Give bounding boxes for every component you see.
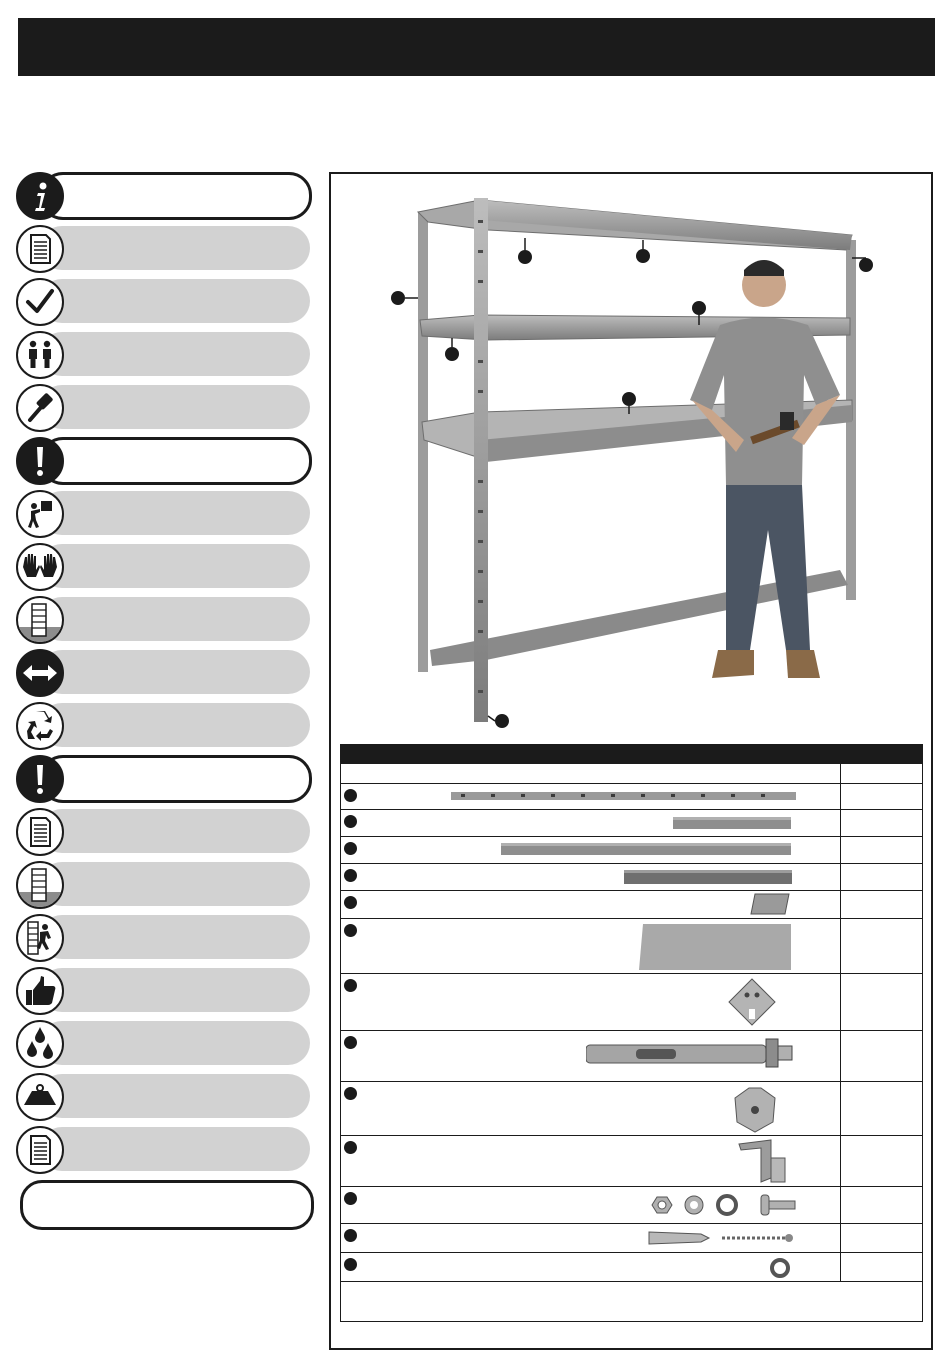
sidebar-item-document-3 (16, 1126, 312, 1174)
double-arrow-icon (16, 649, 64, 697)
wall-plug-screw-image (647, 1228, 793, 1248)
sidebar-item-shelving (16, 596, 312, 644)
exclamation-icon (16, 437, 64, 485)
upright-front-left (474, 198, 488, 722)
water-drops-icon (16, 1020, 64, 1068)
recycle-icon (16, 702, 64, 750)
parts-subheader-row (340, 764, 923, 784)
part-row-shelf-board (340, 919, 923, 974)
parts-list-footer (340, 1274, 923, 1322)
shelving-unit-icon (16, 861, 64, 909)
sidebar-item-check (16, 278, 312, 326)
sidebar-item-document-2 (16, 808, 312, 856)
climbing-person-icon (16, 914, 64, 962)
subtitle (18, 90, 935, 140)
gloves-icon (16, 543, 64, 591)
sidebar-item-two-people (16, 331, 312, 379)
upright-back-left (418, 212, 428, 672)
product-photo (340, 190, 920, 735)
sidebar-item-warning-2 (16, 755, 312, 803)
sidebar-item-shelving-2 (16, 861, 312, 909)
sidebar-item-gloves (16, 543, 312, 591)
sidebar-item-load (16, 1073, 312, 1121)
short-beam-image (673, 816, 791, 830)
exclamation-icon (16, 755, 64, 803)
two-people-icon (16, 331, 64, 379)
document-icon (16, 808, 64, 856)
part-row-wall-plug (340, 1224, 923, 1253)
header-bar (18, 18, 935, 76)
part-row-short-beam (340, 810, 923, 837)
sidebar-item-space (16, 649, 312, 697)
wall-bracket-image (737, 1138, 789, 1184)
shelf-board-image (639, 924, 791, 970)
sidebar-item-warning (16, 437, 312, 485)
lifting-person-icon (16, 490, 64, 538)
parts-list (340, 744, 923, 1322)
medium-beam-image (624, 869, 792, 885)
sidebar-item-moisture (16, 1020, 312, 1068)
sidebar-item-approved (16, 967, 312, 1015)
part-row-wall-bracket (340, 1136, 923, 1187)
part-row-corner-bracket (340, 1082, 923, 1136)
part-row-center-support (340, 891, 923, 919)
sidebar-item-mallet (16, 384, 312, 432)
part-row-upright (340, 784, 923, 810)
sidebar-item-information (16, 172, 312, 220)
part-row-fixings (340, 1187, 923, 1224)
document-icon (16, 1126, 64, 1174)
sidebar-item-no-climbing (16, 914, 312, 962)
part-qty (840, 784, 922, 809)
foot-plate-image (727, 977, 777, 1027)
sidebar-item-recycle (16, 702, 312, 750)
part-row-anchor-bolt (340, 1031, 923, 1082)
corner-bracket-image (729, 1084, 781, 1134)
mallet-icon (16, 384, 64, 432)
sidebar-item-document (16, 225, 312, 273)
shelving-unit-icon (16, 596, 64, 644)
checkmark-icon (16, 278, 64, 326)
weight-icon (16, 1073, 64, 1121)
part-row-long-beam (340, 837, 923, 864)
parts-list-header (340, 744, 923, 764)
thumbs-up-icon (16, 967, 64, 1015)
part-row-foot-plate (340, 974, 923, 1031)
anchor-bolt-image (586, 1035, 796, 1071)
nut-washer-bolt-image (649, 1191, 797, 1221)
part-marker (344, 789, 357, 802)
document-icon (16, 225, 64, 273)
long-beam-image (501, 842, 791, 856)
sidebar-item-lifting (16, 490, 312, 538)
center-support-image (749, 892, 791, 916)
sidebar-bottom-box (20, 1180, 314, 1230)
upright-angle-image (451, 790, 796, 802)
part-row-medium-beam (340, 864, 923, 891)
info-icon (16, 172, 64, 220)
